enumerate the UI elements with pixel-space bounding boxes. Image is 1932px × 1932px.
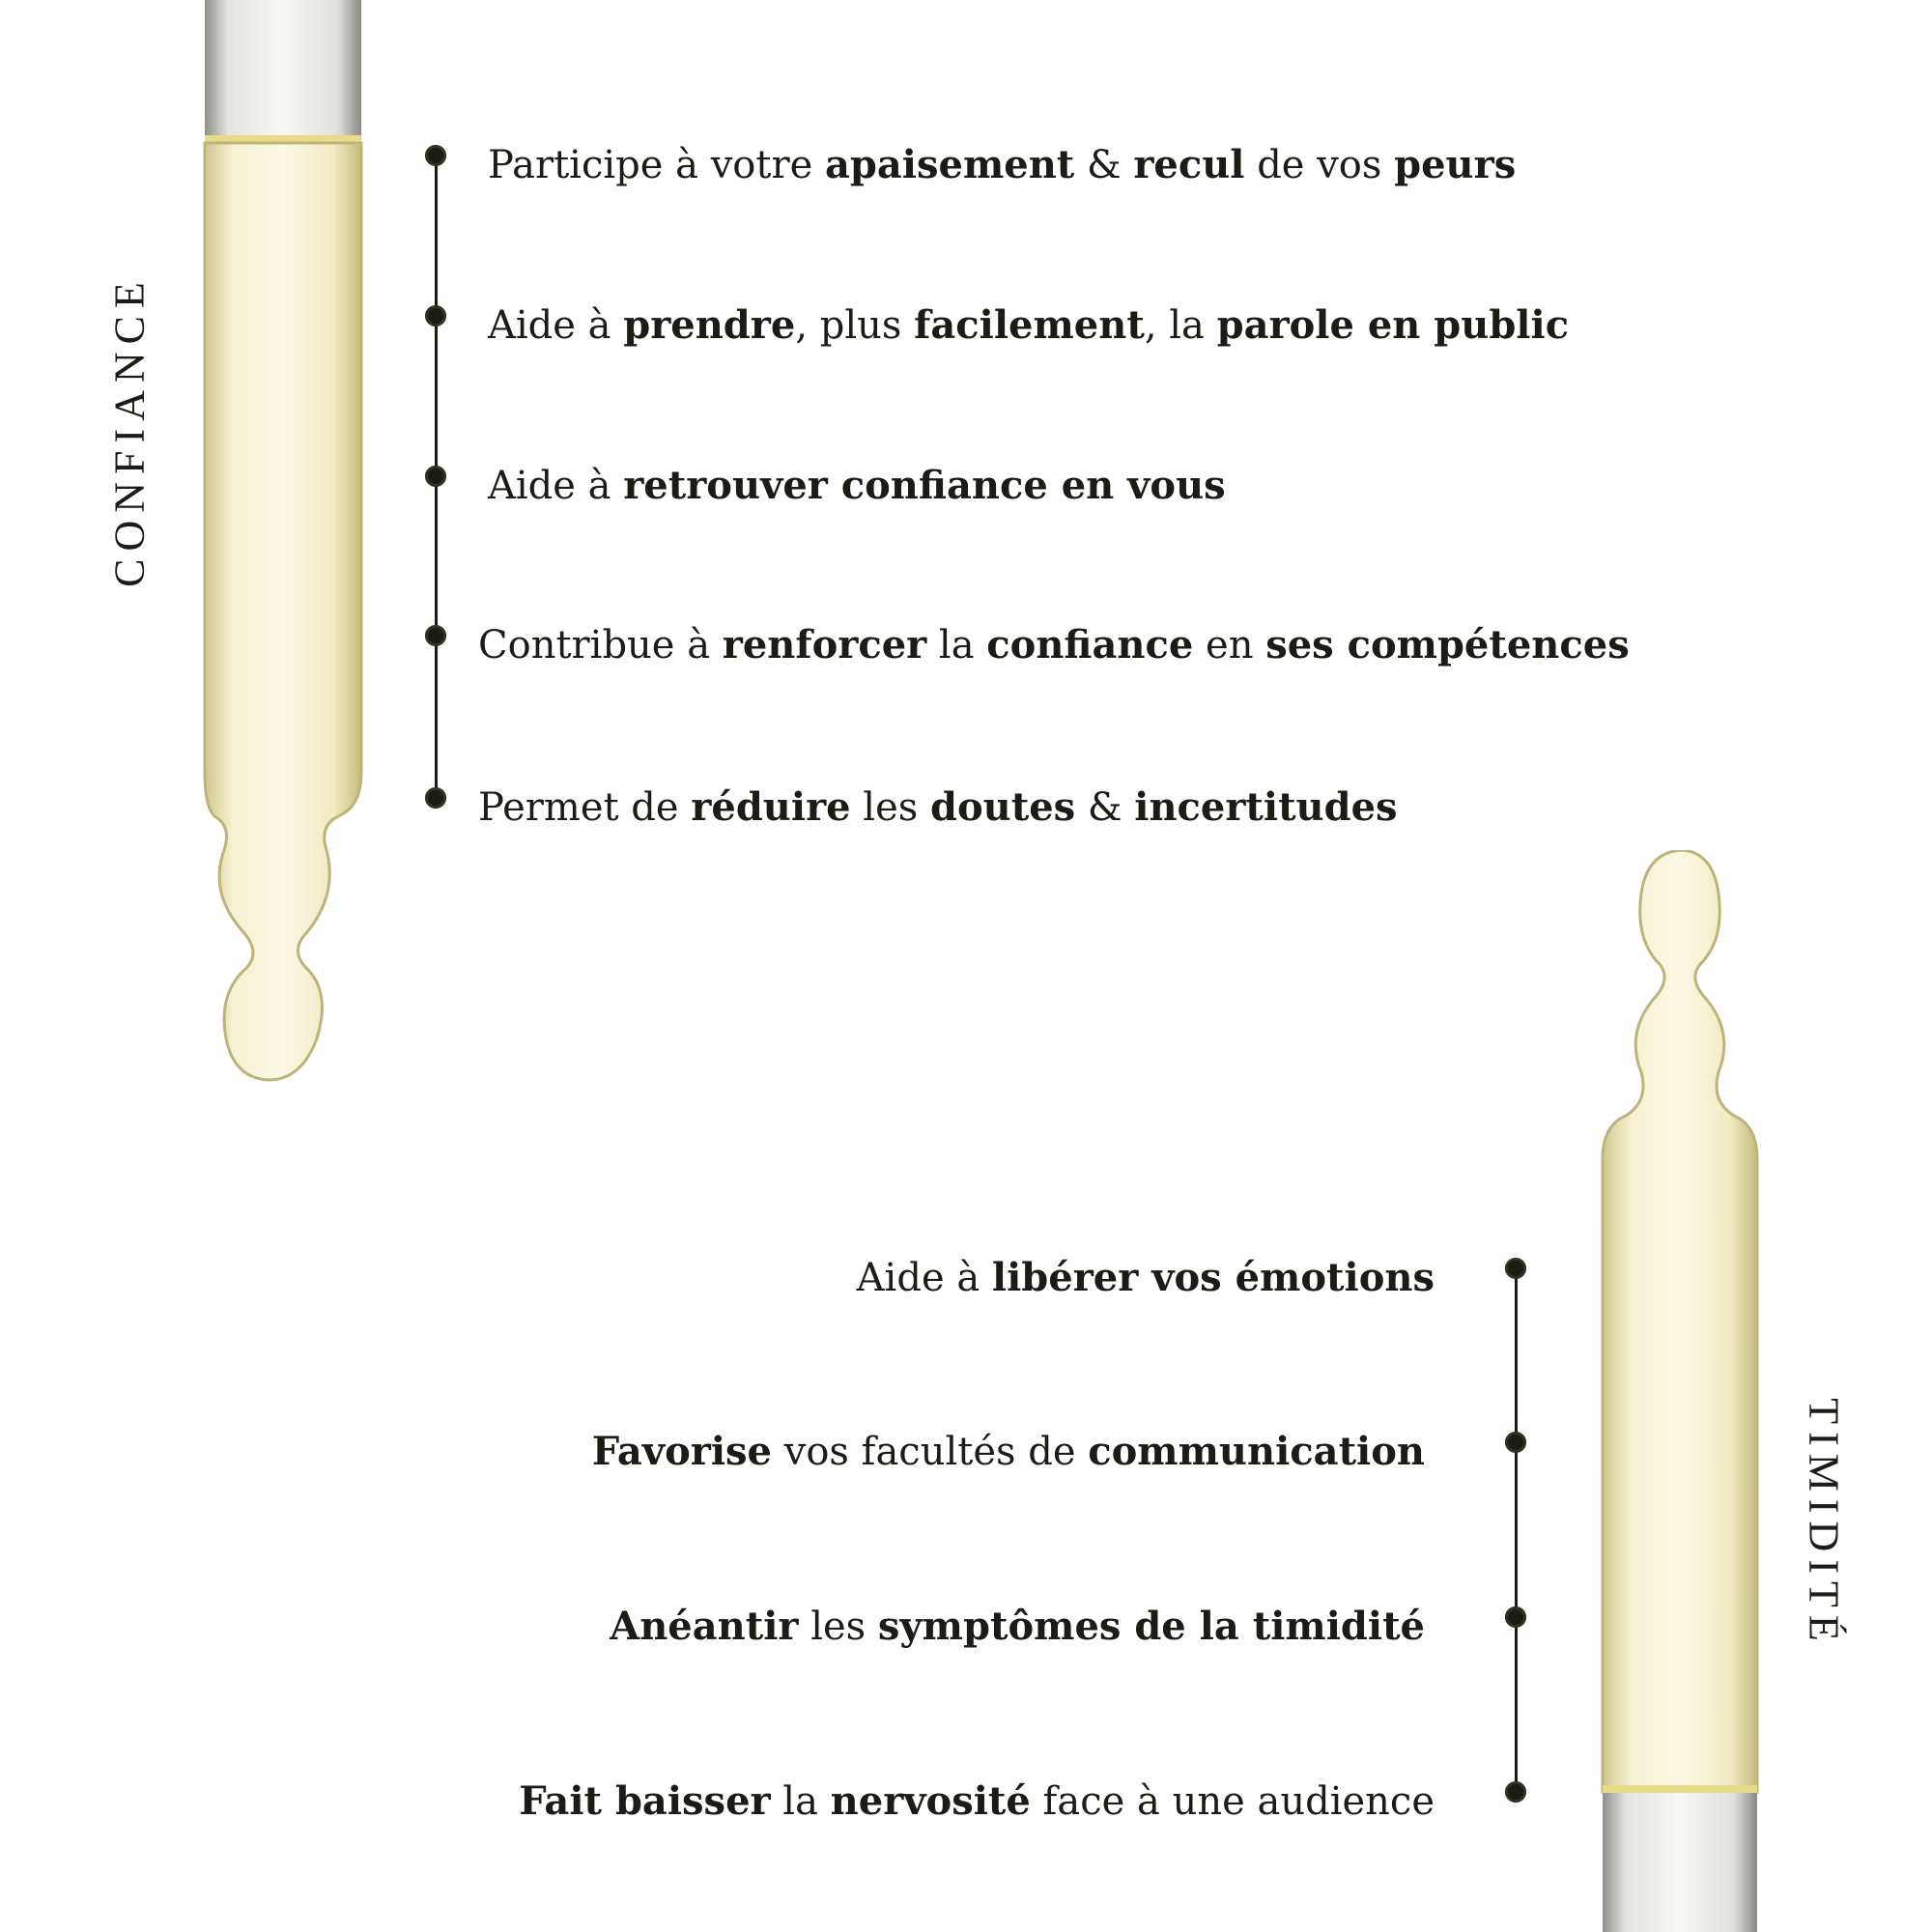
timidite-benefit-item — [519, 1778, 1435, 1824]
timidite-timeline — [1515, 1268, 1518, 1792]
bold-phrase: nervosité — [830, 1778, 1031, 1824]
text-phrase: & — [1074, 143, 1134, 187]
timidite-bullet-dot — [1505, 1432, 1526, 1453]
bold-phrase: Fait baisser — [519, 1778, 771, 1824]
bold-phrase: réduire — [691, 784, 851, 830]
bold-phrase: apaisement — [824, 142, 1075, 187]
text-phrase: , la — [1144, 303, 1217, 348]
bold-phrase: prendre — [623, 302, 796, 348]
confiance-label: CONFIANCE — [105, 274, 154, 587]
timidite-bullet-dot — [1505, 1258, 1526, 1279]
text-phrase: en — [1193, 623, 1266, 668]
bold-phrase: doutes — [930, 784, 1076, 830]
bold-phrase: confiance — [986, 622, 1194, 668]
text-phrase: la — [770, 1779, 831, 1824]
dropper-bottom-image — [1599, 850, 1777, 1932]
text-phrase: Aide à — [856, 1256, 992, 1300]
confiance-bullet-dot — [425, 787, 446, 809]
confiance-bullet-dot — [425, 625, 446, 646]
text-phrase: Contribue à — [478, 623, 723, 668]
text-phrase: Participe à votre — [488, 143, 825, 187]
bold-phrase: libérer vos émotions — [991, 1255, 1435, 1300]
bold-phrase: incertitudes — [1134, 784, 1398, 830]
confiance-benefit-item — [478, 784, 1398, 830]
bold-phrase: retrouver confiance en vous — [623, 463, 1226, 508]
text-phrase: face à une audience — [1030, 1779, 1435, 1824]
bold-phrase: renforcer — [722, 622, 927, 668]
text-phrase: Aide à — [488, 464, 624, 508]
confiance-bullet-dot — [425, 466, 446, 487]
text-phrase: & — [1075, 785, 1135, 830]
bold-phrase: symptômes de la timidité — [877, 1604, 1425, 1649]
bold-phrase: ses compétences — [1265, 622, 1630, 668]
bold-phrase: recul — [1133, 142, 1245, 187]
bold-phrase: Anéantir — [610, 1604, 799, 1649]
timidite-benefit-item — [856, 1255, 1435, 1300]
confiance-bullet-dot — [425, 305, 446, 327]
text-phrase: , plus — [795, 303, 915, 348]
text-phrase: de vos — [1244, 143, 1395, 187]
confiance-benefit-item — [488, 302, 1570, 348]
confiance-benefit-item — [478, 622, 1630, 668]
bold-phrase: facilement — [914, 302, 1145, 348]
text-phrase: Permet de — [478, 785, 692, 830]
confiance-benefit-item — [488, 142, 1517, 187]
bold-phrase: Favorise — [591, 1429, 773, 1474]
dropper-top-image — [193, 0, 377, 1092]
text-phrase: les — [850, 785, 931, 830]
bold-phrase: peurs — [1394, 142, 1517, 187]
confiance-benefit-item — [488, 463, 1226, 508]
text-phrase: vos facultés de — [772, 1430, 1089, 1474]
confiance-bullet-dot — [425, 145, 446, 166]
bold-phrase: parole en public — [1216, 302, 1570, 348]
timidite-bullet-dot — [1505, 1606, 1526, 1628]
bold-phrase: communication — [1088, 1429, 1425, 1474]
timidite-benefit-item — [610, 1604, 1425, 1649]
timidite-benefit-item — [591, 1429, 1425, 1474]
text-phrase: la — [926, 623, 987, 668]
text-phrase: les — [798, 1605, 878, 1649]
text-phrase: Aide à — [488, 303, 624, 348]
timidite-label: TIMIDITÉ — [1800, 1398, 1848, 1649]
timidite-bullet-dot — [1505, 1781, 1526, 1803]
